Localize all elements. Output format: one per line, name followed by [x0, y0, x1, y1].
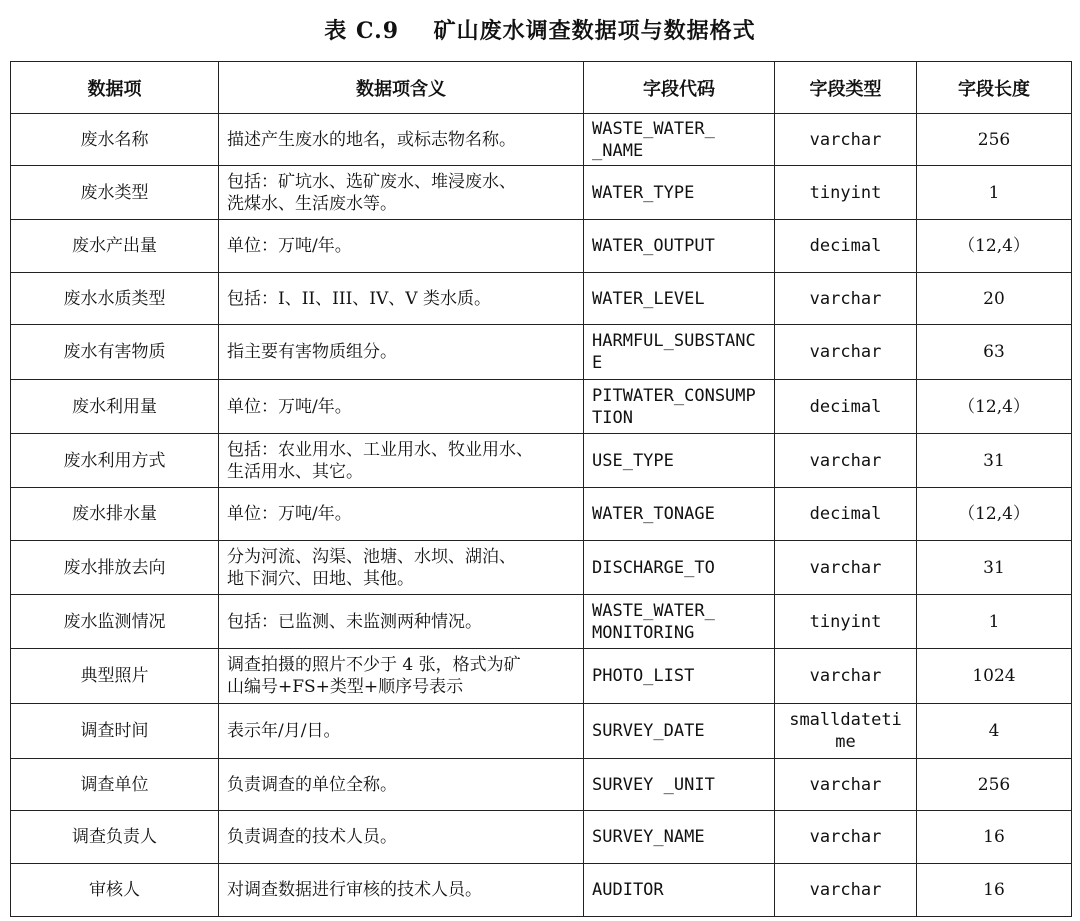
header-desc: 数据项含义	[219, 62, 584, 114]
cell-type: decimal	[775, 380, 917, 434]
cell-type: tinyint	[775, 595, 917, 649]
header-row	[11, 62, 1072, 114]
cell-item: 调查单位	[11, 759, 219, 811]
cell-code: SURVEY _UNIT	[584, 759, 775, 811]
table-row	[11, 864, 1072, 917]
cell-code: WATER_LEVEL	[584, 273, 775, 325]
cell-item: 废水监测情况	[11, 595, 219, 649]
cell-type: varchar	[775, 649, 917, 704]
cell-item: 废水利用方式	[11, 434, 219, 488]
cell-item: 废水利用量	[11, 380, 219, 434]
cell-desc: 单位：万吨/年。	[219, 220, 584, 273]
cell-length: 1024	[917, 649, 1072, 704]
cell-length: 16	[917, 811, 1072, 864]
table-row	[11, 434, 1072, 488]
cell-desc: 描述产生废水的地名，或标志物名称。	[219, 114, 584, 166]
cell-desc: 单位：万吨/年。	[219, 488, 584, 541]
cell-item: 废水产出量	[11, 220, 219, 273]
cell-desc: 负责调查的单位全称。	[219, 759, 584, 811]
table-row	[11, 704, 1072, 759]
cell-code: AUDITOR	[584, 864, 775, 917]
cell-desc: 包括：农业用水、工业用水、牧业用水、 生活用水、其它。	[219, 434, 584, 488]
cell-item: 废水类型	[11, 166, 219, 220]
header-length: 字段长度	[917, 62, 1072, 114]
cell-code: WATER_TYPE	[584, 166, 775, 220]
cell-length: （12,4）	[917, 380, 1072, 434]
cell-type: varchar	[775, 541, 917, 595]
cell-type: decimal	[775, 220, 917, 273]
cell-type: varchar	[775, 864, 917, 917]
cell-item: 废水名称	[11, 114, 219, 166]
cell-code: WASTE_WATER_ MONITORING	[584, 595, 775, 649]
cell-code: PHOTO_LIST	[584, 649, 775, 704]
table-row	[11, 595, 1072, 649]
cell-desc: 包括：矿坑水、选矿废水、堆浸废水、 洗煤水、生活废水等。	[219, 166, 584, 220]
table-row	[11, 220, 1072, 273]
data-format-table	[10, 61, 1072, 917]
table-row	[11, 114, 1072, 166]
header-item: 数据项	[11, 62, 219, 114]
cell-code: WASTE_WATER_ _NAME	[584, 114, 775, 166]
table-caption: 表 C.9 矿山废水调查数据项与数据格式	[324, 18, 756, 44]
cell-type: varchar	[775, 434, 917, 488]
cell-desc: 单位：万吨/年。	[219, 380, 584, 434]
cell-length: 1	[917, 166, 1072, 220]
cell-type: varchar	[775, 114, 917, 166]
cell-item: 典型照片	[11, 649, 219, 704]
table-row	[11, 166, 1072, 220]
cell-code: HARMFUL_SUBSTANC E	[584, 325, 775, 380]
cell-code: PITWATER_CONSUMP TION	[584, 380, 775, 434]
cell-desc: 负责调查的技术人员。	[219, 811, 584, 864]
header-type: 字段类型	[775, 62, 917, 114]
cell-desc: 包括：I、II、III、IV、V 类水质。	[219, 273, 584, 325]
cell-type: varchar	[775, 273, 917, 325]
cell-type: varchar	[775, 811, 917, 864]
cell-item: 调查负责人	[11, 811, 219, 864]
cell-length: 256	[917, 114, 1072, 166]
table-row	[11, 273, 1072, 325]
cell-length: 4	[917, 704, 1072, 759]
cell-length: 31	[917, 434, 1072, 488]
cell-type: varchar	[775, 759, 917, 811]
table-row	[11, 811, 1072, 864]
cell-length: 16	[917, 864, 1072, 917]
cell-item: 审核人	[11, 864, 219, 917]
header-code: 字段代码	[584, 62, 775, 114]
cell-code: WATER_TONAGE	[584, 488, 775, 541]
cell-code: WATER_OUTPUT	[584, 220, 775, 273]
cell-desc: 分为河流、沟渠、池塘、水坝、湖泊、 地下洞穴、田地、其他。	[219, 541, 584, 595]
cell-code: SURVEY_NAME	[584, 811, 775, 864]
cell-type: decimal	[775, 488, 917, 541]
cell-item: 调查时间	[11, 704, 219, 759]
cell-length: （12,4）	[917, 220, 1072, 273]
table-row	[11, 649, 1072, 704]
table-row	[11, 759, 1072, 811]
cell-code: SURVEY_DATE	[584, 704, 775, 759]
cell-type: tinyint	[775, 166, 917, 220]
cell-desc: 对调查数据进行审核的技术人员。	[219, 864, 584, 917]
cell-length: 1	[917, 595, 1072, 649]
cell-length: 256	[917, 759, 1072, 811]
table-row	[11, 380, 1072, 434]
cell-item: 废水排水量	[11, 488, 219, 541]
cell-code: USE_TYPE	[584, 434, 775, 488]
cell-desc: 指主要有害物质组分。	[219, 325, 584, 380]
cell-item: 废水水质类型	[11, 273, 219, 325]
cell-desc: 表示年/月/日。	[219, 704, 584, 759]
cell-code: DISCHARGE_TO	[584, 541, 775, 595]
cell-item: 废水排放去向	[11, 541, 219, 595]
cell-desc: 调查拍摄的照片不少于 4 张，格式为矿 山编号+FS+类型+顺序号表示	[219, 649, 584, 704]
cell-length: 31	[917, 541, 1072, 595]
table-row	[11, 541, 1072, 595]
cell-item: 废水有害物质	[11, 325, 219, 380]
cell-desc: 包括：已监测、未监测两种情况。	[219, 595, 584, 649]
cell-length: 63	[917, 325, 1072, 380]
cell-type: smalldateti me	[775, 704, 917, 759]
cell-length: 20	[917, 273, 1072, 325]
table-row	[11, 325, 1072, 380]
cell-type: varchar	[775, 325, 917, 380]
table-row	[11, 488, 1072, 541]
cell-length: （12,4）	[917, 488, 1072, 541]
